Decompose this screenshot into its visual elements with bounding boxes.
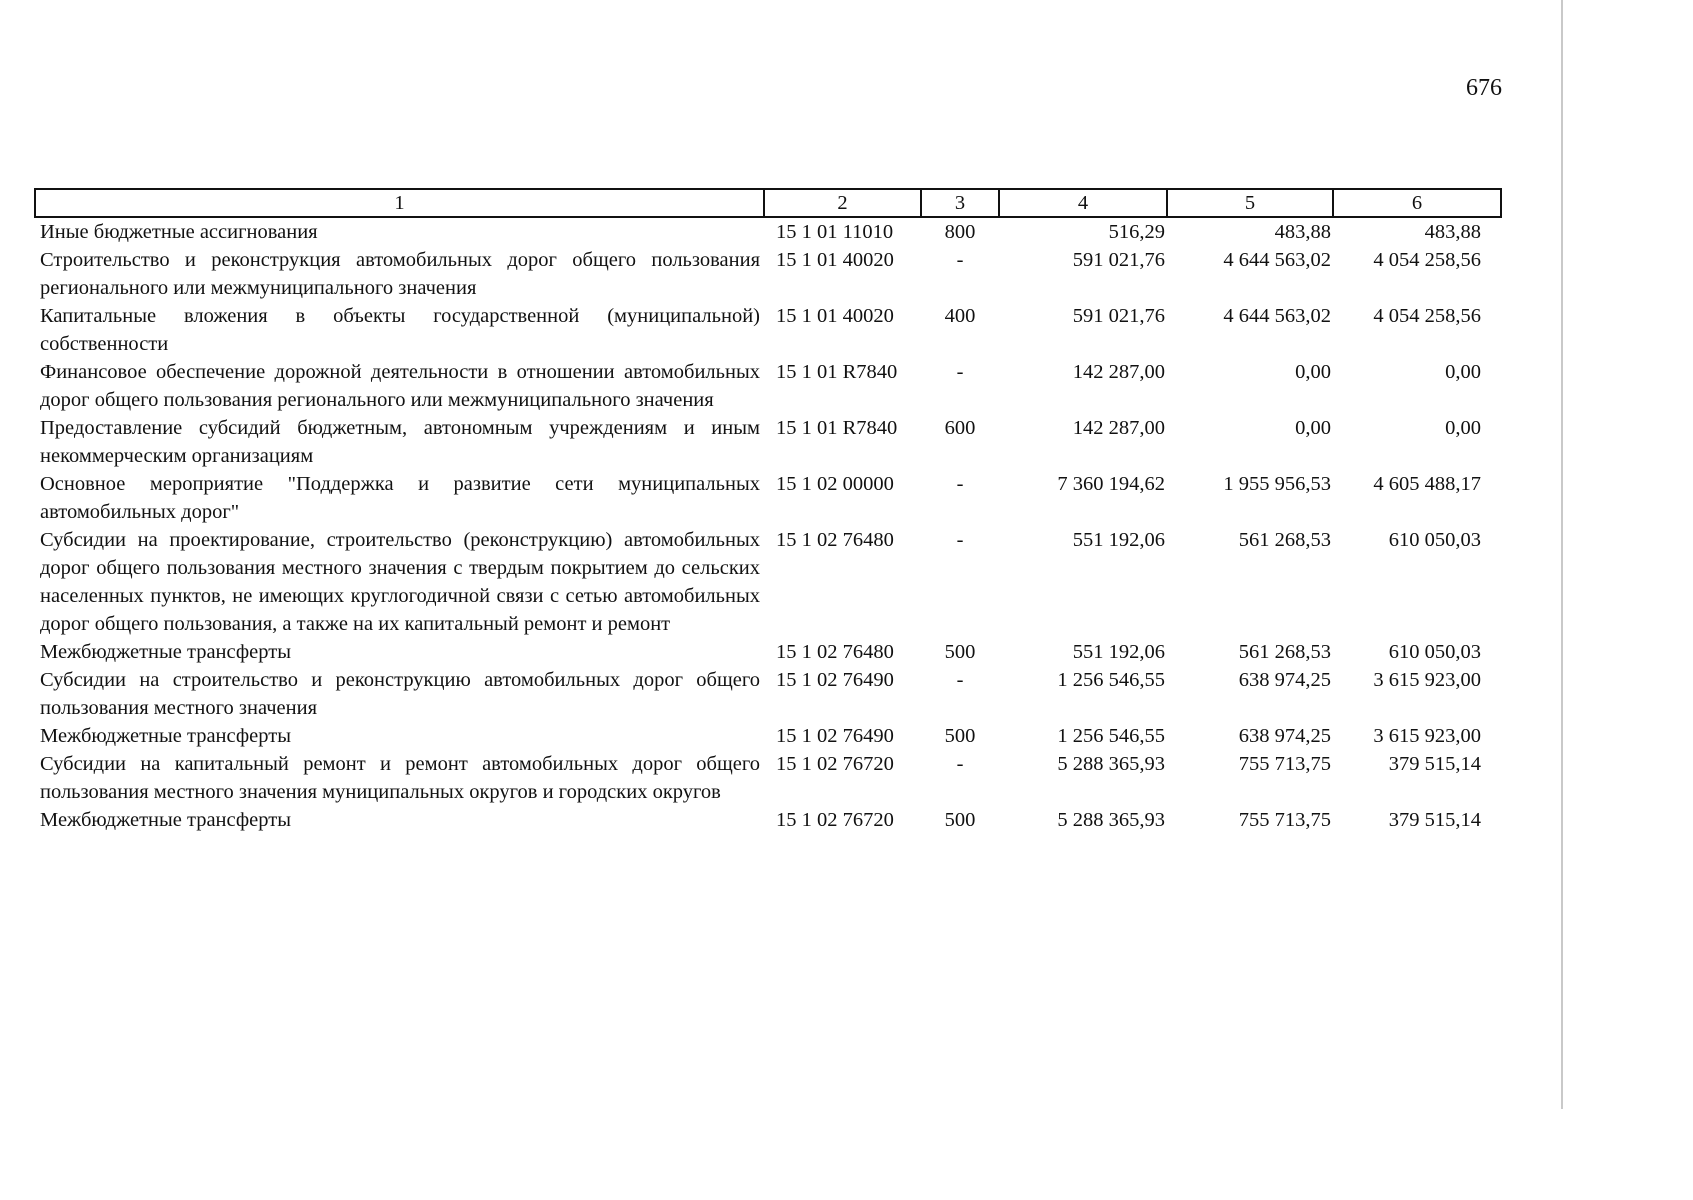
row-value-6: 610 050,03 (1388, 529, 1481, 551)
row-value-5: 0,00 (1295, 361, 1331, 383)
row-value-6: 483,88 (1424, 221, 1481, 243)
row-value-6: 3 615 923,00 (1373, 725, 1481, 747)
row-value-5: 483,88 (1274, 221, 1331, 243)
row-value-6: 0,00 (1445, 361, 1481, 383)
row-name: Межбюджетные трансферты (40, 641, 291, 663)
row-code: 15 1 02 76480 (776, 641, 894, 663)
row-value-5: 4 644 563,02 (1223, 249, 1331, 271)
header-col-3: 3 (921, 189, 999, 217)
table-row (35, 414, 1501, 470)
row-value-5: 1 955 956,53 (1223, 473, 1331, 495)
row-vr: - (956, 473, 964, 495)
row-vr: 400 (944, 305, 976, 327)
row-value-4: 591 021,76 (1072, 249, 1165, 271)
row-value-5: 755 713,75 (1238, 753, 1331, 775)
scan-edge-line (1561, 0, 1563, 1109)
row-vr: 600 (944, 417, 976, 439)
row-value-4: 516,29 (1108, 221, 1165, 243)
row-value-4: 5 288 365,93 (1057, 753, 1165, 775)
row-name: Финансовое обеспечение дорожной деятельности в отношении автомобильных дорог общего пользования регионального или межмуниципального значения (40, 361, 760, 411)
table-row (35, 638, 1501, 666)
table-row (35, 217, 1501, 246)
header-col-4: 4 (999, 189, 1167, 217)
row-value-4: 5 288 365,93 (1057, 809, 1165, 831)
table-row (35, 302, 1501, 358)
row-name: Иные бюджетные ассигнования (40, 221, 318, 243)
row-value-5: 638 974,25 (1238, 725, 1331, 747)
table-row (35, 722, 1501, 750)
row-code: 15 1 02 00000 (776, 473, 894, 495)
header-col-5: 5 (1167, 189, 1333, 217)
row-value-6: 3 615 923,00 (1373, 669, 1481, 691)
row-value-6: 4 054 258,56 (1373, 249, 1481, 271)
page-number: 676 (1466, 75, 1502, 101)
row-value-6: 610 050,03 (1388, 641, 1481, 663)
table-row (35, 750, 1501, 806)
row-code: 15 1 02 76480 (776, 529, 894, 551)
row-vr: 500 (944, 809, 976, 831)
row-value-5: 561 268,53 (1238, 641, 1331, 663)
table-row (35, 526, 1501, 638)
row-vr: 800 (944, 221, 976, 243)
row-value-6: 379 515,14 (1388, 753, 1481, 775)
header-col-2: 2 (764, 189, 921, 217)
row-value-4: 142 287,00 (1072, 417, 1165, 439)
row-value-6: 4 054 258,56 (1373, 305, 1481, 327)
row-code: 15 1 01 40020 (776, 249, 894, 271)
row-value-4: 1 256 546,55 (1057, 725, 1165, 747)
row-name: Строительство и реконструкция автомобильных дорог общего пользования регионального или межмуниципального значения (40, 249, 760, 299)
row-value-5: 755 713,75 (1238, 809, 1331, 831)
row-code: 15 1 01 11010 (776, 221, 894, 243)
row-vr: - (956, 753, 964, 775)
table-row (35, 806, 1501, 834)
row-value-6: 4 605 488,17 (1373, 473, 1481, 495)
table-row (35, 246, 1501, 302)
header-row (35, 189, 1501, 217)
row-name: Субсидии на проектирование, строительство (реконструкцию) автомобильных дорог общего пользования местного значения с твердым покрытием до сельских населенных пунктов, не имеющих круглогодичной связи с сетью автомобильных дорог общего пользования, а также на их капитальный ремонт и ремонт (40, 529, 760, 635)
row-name: Капитальные вложения в объекты государственной (муниципальной) собственности (40, 305, 760, 355)
row-code: 15 1 01 R7840 (776, 361, 898, 383)
row-vr: - (956, 249, 964, 271)
row-value-6: 0,00 (1445, 417, 1481, 439)
row-value-4: 7 360 194,62 (1057, 473, 1165, 495)
table-row (35, 358, 1501, 414)
budget-table (34, 188, 1502, 834)
row-code: 15 1 01 40020 (776, 305, 894, 327)
row-name: Субсидии на строительство и реконструкцию автомобильных дорог общего пользования местного значения (40, 669, 760, 719)
row-code: 15 1 02 76720 (776, 753, 894, 775)
row-code: 15 1 01 R7840 (776, 417, 898, 439)
row-code: 15 1 02 76490 (776, 725, 894, 747)
row-value-4: 142 287,00 (1072, 361, 1165, 383)
row-name: Субсидии на капитальный ремонт и ремонт автомобильных дорог общего пользования местного значения муниципальных округов и городских округов (40, 753, 760, 803)
row-vr: - (956, 669, 964, 691)
row-value-5: 0,00 (1295, 417, 1331, 439)
row-vr: 500 (944, 641, 976, 663)
row-value-5: 638 974,25 (1238, 669, 1331, 691)
row-value-6: 379 515,14 (1388, 809, 1481, 831)
row-name: Межбюджетные трансферты (40, 809, 291, 831)
header-col-1: 1 (35, 189, 764, 217)
row-name: Межбюджетные трансферты (40, 725, 291, 747)
row-value-5: 4 644 563,02 (1223, 305, 1331, 327)
header-col-6: 6 (1333, 189, 1501, 217)
row-name: Предоставление субсидий бюджетным, автономным учреждениям и иным некоммерческим организациям (40, 417, 760, 467)
row-name: Основное мероприятие "Поддержка и развитие сети муниципальных автомобильных дорог" (40, 473, 760, 523)
row-value-4: 1 256 546,55 (1057, 669, 1165, 691)
row-vr: - (956, 361, 964, 383)
row-vr: - (956, 529, 964, 551)
table-row (35, 470, 1501, 526)
row-value-4: 551 192,06 (1072, 641, 1165, 663)
row-value-4: 551 192,06 (1072, 529, 1165, 551)
row-vr: 500 (944, 725, 976, 747)
row-value-4: 591 021,76 (1072, 305, 1165, 327)
row-code: 15 1 02 76720 (776, 809, 894, 831)
table-row (35, 666, 1501, 722)
row-code: 15 1 02 76490 (776, 669, 894, 691)
row-value-5: 561 268,53 (1238, 529, 1331, 551)
